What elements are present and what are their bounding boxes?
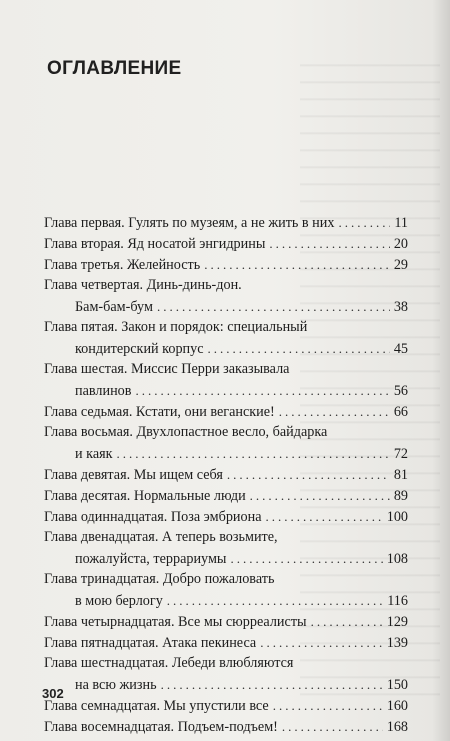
toc-entry-line xyxy=(44,464,408,485)
dot-leader xyxy=(250,485,390,506)
dot-leader xyxy=(227,464,390,485)
dot-leader xyxy=(204,254,390,275)
dot-leader xyxy=(282,716,383,737)
dot-leader xyxy=(208,338,390,359)
toc-entry-line xyxy=(44,716,408,737)
chapter-title: Глава двенадцатая. А теперь возьмите, xyxy=(44,529,278,545)
chapter-page-number: 72 xyxy=(393,446,408,462)
toc-entry-continuation xyxy=(44,380,408,401)
chapter-page-number: 168 xyxy=(386,719,408,735)
chapter-page-number: 108 xyxy=(386,551,408,567)
chapter-title: в мою берлогу xyxy=(75,593,163,609)
toc-entry-line xyxy=(44,401,408,422)
toc-entry xyxy=(44,632,408,653)
toc-entry xyxy=(44,506,408,527)
dot-leader xyxy=(230,548,382,569)
dot-leader xyxy=(338,212,390,233)
toc-entry xyxy=(44,611,408,632)
toc-entry xyxy=(44,695,408,716)
chapter-page-number: 160 xyxy=(386,698,408,714)
toc-heading: ОГЛАВЛЕНИЕ xyxy=(47,58,182,79)
dot-leader xyxy=(167,590,383,611)
toc-entry xyxy=(44,653,408,695)
dot-leader xyxy=(269,233,389,254)
toc-entry xyxy=(44,464,408,485)
chapter-page-number: 89 xyxy=(393,488,408,504)
toc-entry-line xyxy=(44,485,408,506)
chapter-title: пожалуйста, террариумы xyxy=(75,551,227,567)
toc-entry-line xyxy=(44,506,408,527)
chapter-title: Глава четвертая. Динь-динь-дон. xyxy=(44,277,242,293)
chapter-title: Глава четырнадцатая. Все мы сюрреалисты xyxy=(44,614,307,630)
chapter-page-number: 100 xyxy=(386,509,408,525)
dot-leader xyxy=(157,296,390,317)
page-edge-shadow xyxy=(432,0,450,741)
chapter-title: Глава третья. Желейность xyxy=(44,257,201,273)
chapter-page-number: 66 xyxy=(393,404,408,420)
toc-entry-line xyxy=(44,695,408,716)
dot-leader xyxy=(260,632,382,653)
chapter-title: кондитерский корпус xyxy=(75,341,204,357)
chapter-title: Глава первая. Гулять по музеям, а не жить в них xyxy=(44,215,335,231)
toc-entry-line xyxy=(44,422,408,443)
toc-entry xyxy=(44,716,408,737)
chapter-title: Глава пятая. Закон и порядок: специальный xyxy=(44,319,308,335)
chapter-title: Глава шестая. Миссис Перри заказывала xyxy=(44,361,290,377)
chapter-page-number: 139 xyxy=(386,635,408,651)
chapter-title: Глава шестнадцатая. Лебеди влюбляются xyxy=(44,655,294,671)
toc-entry xyxy=(44,485,408,506)
toc-entry-line xyxy=(44,233,408,254)
chapter-title: Бам-бам-бум xyxy=(75,299,153,315)
toc-entry-line xyxy=(44,569,408,590)
toc-entry-line xyxy=(44,254,408,275)
toc-entry-continuation xyxy=(44,338,408,359)
dot-leader xyxy=(311,611,383,632)
toc-entry-continuation xyxy=(44,443,408,464)
toc-entry-line xyxy=(44,611,408,632)
chapter-title: павлинов xyxy=(75,383,132,399)
chapter-title: на всю жизнь xyxy=(75,677,157,693)
toc-entry-line xyxy=(44,275,408,296)
toc-entry-continuation xyxy=(44,674,408,695)
toc-entry-continuation xyxy=(44,296,408,317)
chapter-page-number: 45 xyxy=(393,341,408,357)
dot-leader xyxy=(266,506,383,527)
chapter-page-number: 81 xyxy=(393,467,408,483)
toc-entry-continuation xyxy=(44,590,408,611)
toc-entry xyxy=(44,233,408,254)
toc-entry-line xyxy=(44,653,408,674)
toc-entry xyxy=(44,359,408,401)
chapter-page-number: 38 xyxy=(393,299,408,315)
chapter-title: Глава девятая. Мы ищем себя xyxy=(44,467,223,483)
chapter-title: Глава семнадцатая. Мы упустили все xyxy=(44,698,269,714)
toc-entry xyxy=(44,275,408,317)
toc-entry xyxy=(44,401,408,422)
chapter-page-number: 116 xyxy=(387,593,408,609)
toc-entry-continuation xyxy=(44,548,408,569)
toc-entry-line xyxy=(44,632,408,653)
chapter-title: Глава вторая. Яд носатой энгидрины xyxy=(44,236,266,252)
chapter-page-number: 20 xyxy=(393,236,408,252)
toc-entry xyxy=(44,212,408,233)
chapter-page-number: 56 xyxy=(393,383,408,399)
toc-entry xyxy=(44,254,408,275)
chapter-title: Глава седьмая. Кстати, они веганские! xyxy=(44,404,275,420)
chapter-title: Глава тринадцатая. Добро пожаловать xyxy=(44,571,275,587)
toc-entry xyxy=(44,527,408,569)
chapter-title: Глава десятая. Нормальные люди xyxy=(44,488,246,504)
toc-entry xyxy=(44,422,408,464)
toc-entry-line xyxy=(44,212,408,233)
chapter-page-number: 129 xyxy=(386,614,408,630)
chapter-page-number: 11 xyxy=(394,215,408,231)
table-of-contents xyxy=(44,212,408,737)
toc-entry-line xyxy=(44,527,408,548)
dot-leader xyxy=(273,695,383,716)
chapter-page-number: 150 xyxy=(386,677,408,693)
toc-entry xyxy=(44,569,408,611)
dot-leader xyxy=(279,401,390,422)
chapter-title: Глава одиннадцатая. Поза эмбриона xyxy=(44,509,262,525)
toc-entry-line xyxy=(44,317,408,338)
chapter-title: Глава восемнадцатая. Подъем-подъем! xyxy=(44,719,278,735)
toc-entry-line xyxy=(44,359,408,380)
chapter-title: Глава восьмая. Двухлопастное весло, байдарка xyxy=(44,424,328,440)
chapter-title: и каяк xyxy=(75,446,113,462)
dot-leader xyxy=(135,380,389,401)
dot-leader xyxy=(117,443,390,464)
dot-leader xyxy=(161,674,383,695)
chapter-title: Глава пятнадцатая. Атака пекинеса xyxy=(44,635,257,651)
toc-entry xyxy=(44,317,408,359)
page-number: 302 xyxy=(42,686,64,701)
chapter-page-number: 29 xyxy=(393,257,408,273)
